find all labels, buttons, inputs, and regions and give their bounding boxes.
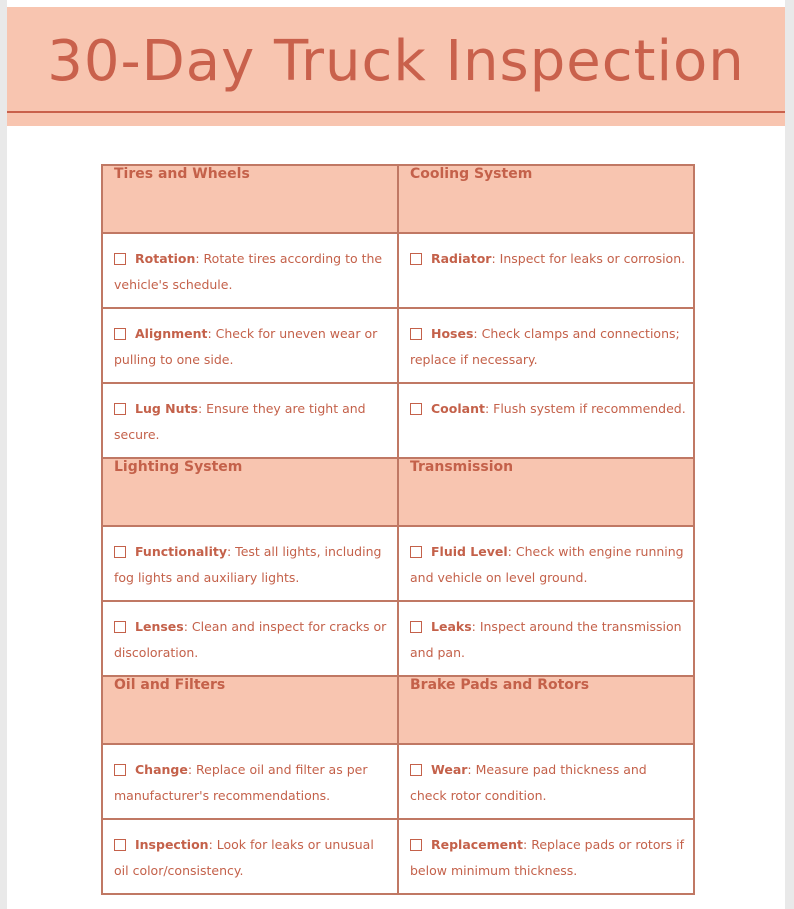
- item-description: : Inspect around the transmission and pan.: [410, 619, 682, 660]
- checklist-item: [399, 820, 693, 884]
- checklist-cell: [398, 383, 694, 458]
- checklist-row: [102, 526, 694, 601]
- section-title: Transmission: [410, 459, 514, 475]
- section-header-row: [102, 165, 694, 233]
- checklist-cell: [102, 233, 398, 308]
- item-name: Radiator: [431, 251, 492, 266]
- item-description: : Check clamps and connections; replace if necessary.: [410, 326, 680, 367]
- checklist-cell: [398, 601, 694, 676]
- checkbox-icon[interactable]: [410, 839, 422, 851]
- item-name: Lenses: [135, 619, 184, 634]
- checklist-cell: [102, 383, 398, 458]
- checklist-item: [399, 234, 693, 272]
- checklist-item: [103, 527, 397, 591]
- checklist-cell: [398, 308, 694, 383]
- item-name: Hoses: [431, 326, 474, 341]
- section-header-cell: [102, 458, 398, 526]
- checklist-item: [103, 234, 397, 298]
- section-title: Cooling System: [410, 166, 533, 182]
- checkbox-icon[interactable]: [114, 328, 126, 340]
- item-name: Fluid Level: [431, 544, 508, 559]
- section-header-cell: [102, 676, 398, 744]
- checklist-row: [102, 383, 694, 458]
- checklist-cell: [102, 308, 398, 383]
- document-page: [7, 0, 785, 909]
- item-description: : Test all lights, including fog lights and auxiliary lights.: [114, 544, 382, 585]
- checkbox-icon[interactable]: [114, 253, 126, 265]
- checkbox-icon[interactable]: [114, 546, 126, 558]
- section-title: Brake Pads and Rotors: [410, 677, 590, 693]
- checklist-item: [399, 384, 693, 422]
- checklist-row: [102, 819, 694, 894]
- checklist-row: [102, 308, 694, 383]
- checklist-item: [399, 745, 693, 809]
- inspection-table: [101, 164, 695, 895]
- item-description: : Check with engine running and vehicle on level ground.: [410, 544, 684, 585]
- checklist-cell: [102, 744, 398, 819]
- item-name: Coolant: [431, 401, 485, 416]
- item-name: Functionality: [135, 544, 227, 559]
- item-name: Rotation: [135, 251, 196, 266]
- checklist-cell: [398, 526, 694, 601]
- item-name: Wear: [431, 762, 468, 777]
- item-description: : Check for uneven wear or pulling to one side.: [114, 326, 378, 367]
- checklist-cell: [398, 744, 694, 819]
- checkbox-icon[interactable]: [410, 764, 422, 776]
- section-header-row: [102, 458, 694, 526]
- checkbox-icon[interactable]: [114, 403, 126, 415]
- section-header-cell: [398, 458, 694, 526]
- checklist-item: [399, 309, 693, 373]
- item-name: Lug Nuts: [135, 401, 198, 416]
- checkbox-icon[interactable]: [114, 764, 126, 776]
- section-header-row: [102, 676, 694, 744]
- item-description: : Replace pads or rotors if below minimum thickness.: [410, 837, 684, 878]
- checklist-item: [103, 745, 397, 809]
- section-header-cell: [398, 676, 694, 744]
- checkbox-icon[interactable]: [114, 621, 126, 633]
- checkbox-icon[interactable]: [410, 328, 422, 340]
- checkbox-icon[interactable]: [410, 546, 422, 558]
- checklist-cell: [102, 526, 398, 601]
- item-description: : Clean and inspect for cracks or discoloration.: [114, 619, 387, 660]
- section-title: Tires and Wheels: [114, 166, 250, 182]
- item-description: : Look for leaks or unusual oil color/consistency.: [114, 837, 374, 878]
- item-name: Change: [135, 762, 188, 777]
- checklist-item: [103, 820, 397, 884]
- item-description: : Inspect for leaks or corrosion.: [491, 251, 686, 266]
- checklist-cell: [102, 819, 398, 894]
- checklist-cell: [102, 601, 398, 676]
- section-title: Oil and Filters: [114, 677, 226, 693]
- section-header-cell: [398, 165, 694, 233]
- checklist-item: [103, 384, 397, 448]
- checkbox-icon[interactable]: [114, 839, 126, 851]
- item-description: : Ensure they are tight and secure.: [114, 401, 366, 442]
- checklist-item: [103, 602, 397, 666]
- checklist-row: [102, 744, 694, 819]
- checklist-row: [102, 601, 694, 676]
- section-header-cell: [102, 165, 398, 233]
- item-name: Alignment: [135, 326, 208, 341]
- item-name: Inspection: [135, 837, 209, 852]
- item-description: : Measure pad thickness and check rotor condition.: [410, 762, 647, 803]
- section-title: Lighting System: [114, 459, 243, 475]
- header-banner: [7, 7, 785, 126]
- checklist-cell: [398, 233, 694, 308]
- item-description: : Replace oil and filter as per manufacturer's recommendations.: [114, 762, 368, 803]
- header-divider: [7, 111, 785, 113]
- checklist-cell: [398, 819, 694, 894]
- checklist-item: [103, 309, 397, 373]
- item-description: : Rotate tires according to the vehicle's schedule.: [114, 251, 383, 292]
- checklist-item: [399, 527, 693, 591]
- item-description: : Flush system if recommended.: [484, 401, 686, 416]
- page-title: 30-Day Truck Inspection: [47, 29, 745, 94]
- checklist-row: [102, 233, 694, 308]
- item-name: Replacement: [431, 837, 524, 852]
- checklist-item: [399, 602, 693, 666]
- item-name: Leaks: [431, 619, 472, 634]
- checkbox-icon[interactable]: [410, 253, 422, 265]
- checkbox-icon[interactable]: [410, 403, 422, 415]
- checkbox-icon[interactable]: [410, 621, 422, 633]
